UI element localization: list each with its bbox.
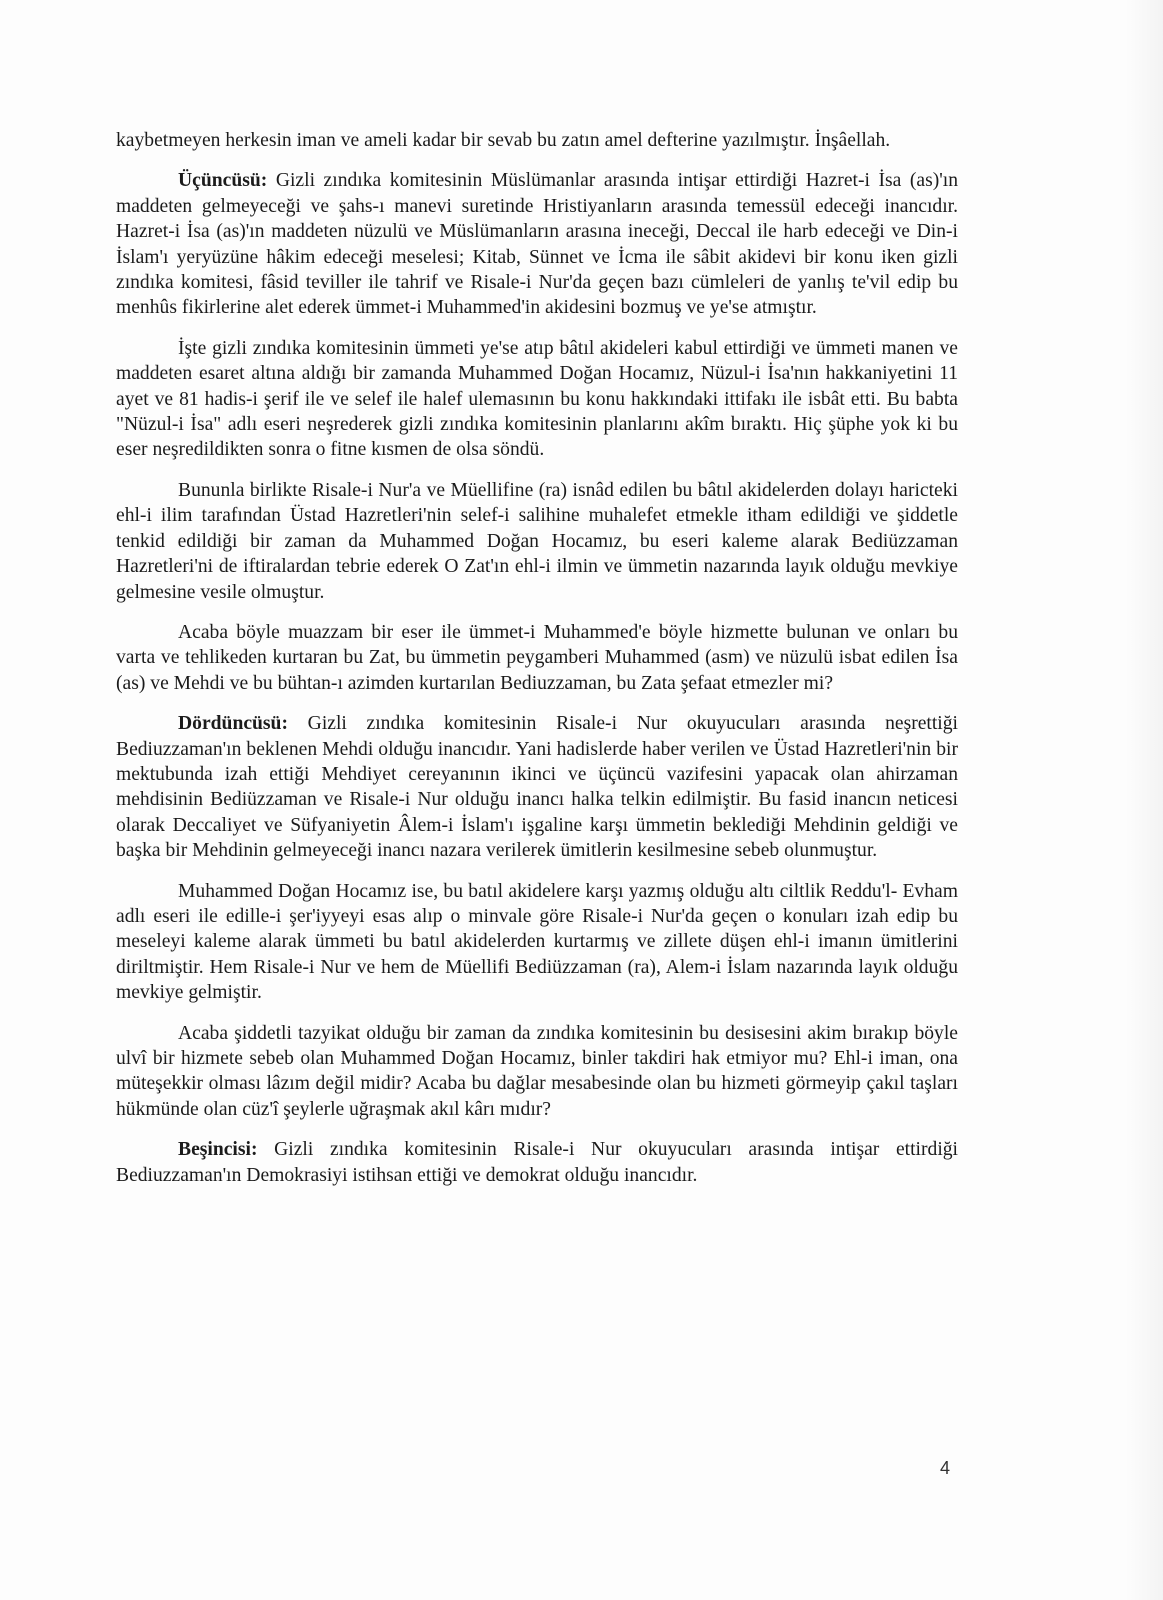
paragraph: [116, 168, 958, 320]
paragraph-text: Bununla birlikte Risale-i Nur'a ve Müellifine (ra) isnâd edilen bu bâtıl akidelerden dolayı haricteki ehl-i ilim tarafından Üstad Hazretleri'nin selef-i salihine muhalefet etmekle itham edildiği ve şiddetle tenkid edildiği bir zaman da Muhammed Doğan Hocamız, bu eseri kaleme alarak Bediüzzaman Hazretleri'ni de iftiralardan tebrie ederek O Zat'ın ehl-i ilmin ve ümmetin nazarında layık olduğu mevkiye gelmesine vesile olmuştur.: [116, 479, 958, 603]
section-lead: Dördüncüsü:: [178, 713, 288, 735]
section-lead: Üçüncüsü:: [178, 170, 268, 192]
paragraph-text: Acaba böyle muazzam bir eser ile ümmet-i Muhammed'e böyle hizmette bulunan ve onları bu varta ve tehlikeden kurtaran bu Zat, bu ümmetin peygamberi Muhammed (asm) ve nüzulü isbat edilen İsa (as) ve Mehdi ve bu bühtan-ı azimden kurtarılan Bediuzzaman, bu Zata şefaat etmezler mi?: [116, 621, 958, 694]
paragraph: [116, 478, 958, 605]
paragraph-text: İşte gizli zındıka komitesinin ümmeti ye'se atıp bâtıl akideleri kabul ettirdiği ve ümmeti manen ve maddeten esaret altına aldığı bir zamanda Muhammed Doğan Hocamız, Nüzul-i İsa'nın hakkaniyetini 11 ayet ve 81 hadis-i şerif ile ve selef ile halef ulemasının bu konu hakkındaki ittifakı ile isbât etti. Bu babta "Nüzul-i İsa" adlı eseri neşrederek gizli zındıka komitesinin planlarını akîm bıraktı. Hiç şüphe yok ki bu eser neşredildikten sonra o fitne kısmen de olsa söndü.: [116, 337, 958, 461]
paragraph: [116, 711, 958, 863]
paragraph: [116, 1021, 958, 1123]
paragraph-text: Gizli zındıka komitesinin Risale-i Nur okuyucuları arasında neşrettiği Bediuzzaman'ın beklenen Mehdi olduğu inancıdır. Yani hadislerde haber verilen ve Üstad Hazretleri'nin bir mektubunda izah ettiği Mehdiyet cereyanının ikinci ve üçüncü vazifesini yapacak olan ahirzaman mehdisinin Bediüzzaman ve Risale-i Nur olduğu inancı halka telkin edilmiştir. Bu fasid inancın neticesi olarak Deccaliyet ve Süfyaniyetin Âlem-i İslam'ı işgaline karşı ümmetin beklediği Mehdinin geldiği ve başka bir Mehdinin gelmeyeceği inancı nazara verilerek ümitlerin kesilmesine sebeb olunmuştur.: [116, 713, 958, 862]
paragraph: [116, 620, 958, 696]
paragraph: [116, 336, 958, 463]
scan-shadow: [1125, 0, 1163, 1600]
section-lead: Beşincisi:: [178, 1139, 258, 1161]
document-page: [116, 128, 958, 1203]
paragraph-text: Muhammed Doğan Hocamız ise, bu batıl akidelere karşı yazmış olduğu altı ciltlik Reddu'l- Evham adlı eseri ile edille-i şer'iyyeyi esas alıp o minvale göre Risale-i Nur'da geçen o konuları izah edip bu meseleyi kaleme alarak ümmeti bu batıl akidelerden kurtarmış ve zillete düşen ehl-i imanın ümitlerini diriltmiştir. Hem Risale-i Nur ve hem de Müellifi Bediüzzaman (ra), Alem-i İslam nazarında layık olduğu mevkiye gelmiştir.: [116, 880, 958, 1004]
paragraph-text: Gizli zındıka komitesinin Müslümanlar arasında intişar ettirdiği Hazret-i İsa (as)'ın maddeten gelmeyeceği ve şahs-ı manevi suretinde Hristiyanların arasında temessül edeceği inancıdır. Hazret-i İsa (as)'ın maddeten nüzulü ve Müslümanların arasına ineceği, Deccal ile harb edeceği ve Din-i İslam'ı yeryüzüne hâkim edeceği meselesi; Kitab, Sünnet ve İcma ile sâbit akidevi bir konu iken gizli zındıka komitesi, fâsid teviller ile tahrif ve Risale-i Nur'da geçen bazı cümleleri de yanlış te'vil edip bu menhûs fikirlerine alet ederek ümmet-i Muhammed'in akidesini bozmuş ve ye'se atmıştır.: [116, 170, 958, 319]
paragraph-text: Acaba şiddetli tazyikat olduğu bir zaman da zındıka komitesinin bu desisesini akim bırakıp böyle ulvî bir hizmete sebeb olan Muhammed Doğan Hocamız, binler takdiri hak etmiyor mu? Ehl-i iman, ona müteşekkir olması lâzım değil midir? Acaba bu dağlar mesabesinde olan bu hizmeti görmeyip çakıl taşları hükmünde olan cüz'î şeylerle uğraşmak akıl kârı mıdır?: [116, 1022, 958, 1120]
paragraph: [116, 128, 958, 153]
paragraph-text: Gizli zındıka komitesinin Risale-i Nur okuyucuları arasında intişar ettirdiği Bediuzzaman'ın Demokrasiyi istihsan ettiği ve demokrat olduğu inancıdır.: [116, 1139, 958, 1186]
page-number: 4: [940, 1458, 951, 1478]
paragraph: [116, 879, 958, 1006]
paragraph: [116, 1137, 958, 1188]
paragraph-text: kaybetmeyen herkesin iman ve ameli kadar bir sevab bu zatın amel defterine yazılmıştır. İnşâellah.: [116, 130, 891, 151]
